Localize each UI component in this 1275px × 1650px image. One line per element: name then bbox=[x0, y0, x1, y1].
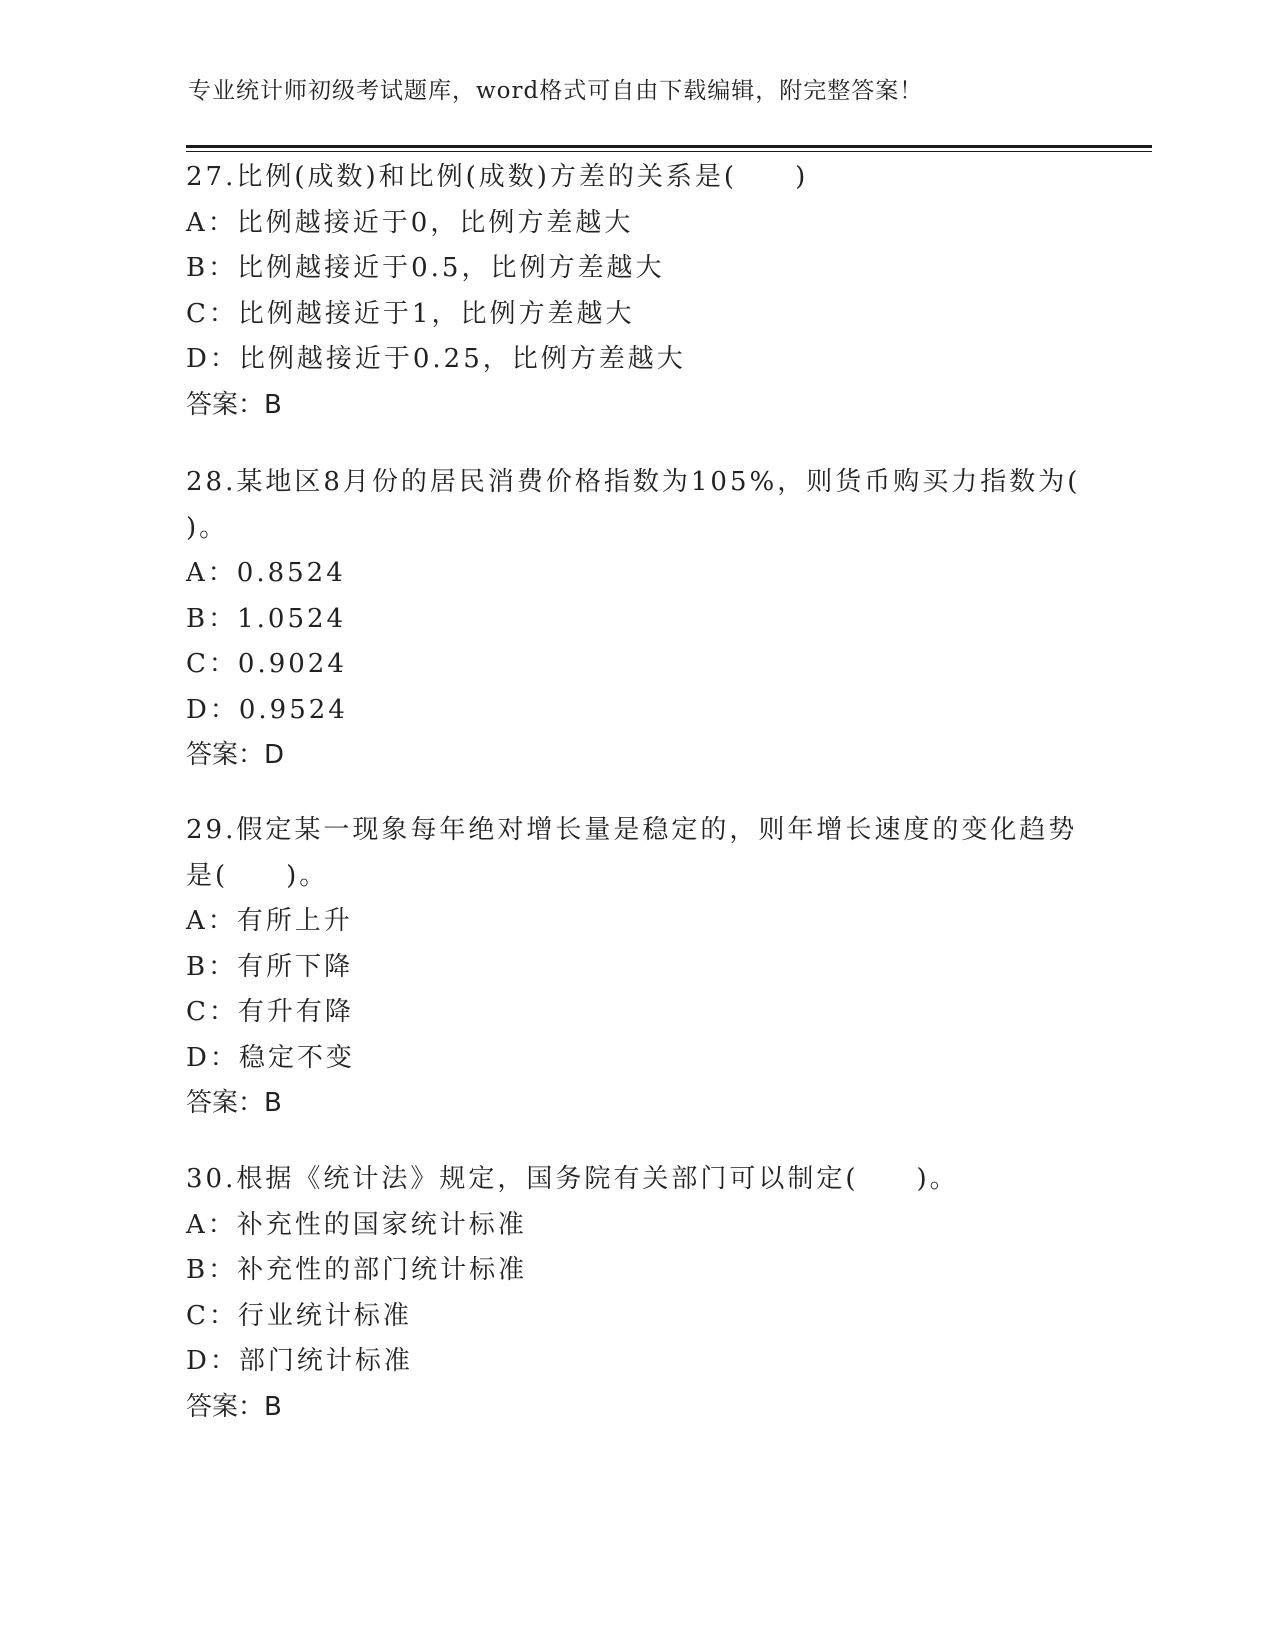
option-text: 比例越接近于1，比例方差越大 bbox=[237, 298, 635, 329]
question-stem-continued: )。 bbox=[186, 512, 229, 543]
option-a bbox=[186, 551, 1086, 597]
option-text: 0.8524 bbox=[236, 558, 346, 588]
question-stem: 29.假定某一现象每年绝对增长量是稳定的，则年增长速度的变化趋势 bbox=[186, 815, 1078, 845]
answer-label: 答案： bbox=[186, 389, 265, 420]
option-d bbox=[186, 688, 1086, 734]
option-text: 0.9024 bbox=[237, 649, 347, 679]
option-text: 有所上升 bbox=[236, 906, 353, 936]
option-text: 0.9524 bbox=[238, 694, 348, 725]
answer-line bbox=[186, 1385, 1086, 1431]
option-c bbox=[186, 990, 1086, 1036]
page-header: 专业统计师初级考试题库，word格式可自由下载编辑，附完整答案！ bbox=[188, 78, 924, 104]
option-c bbox=[186, 1294, 1086, 1340]
option-text: 比例越接近于0，比例方差越大 bbox=[236, 207, 634, 238]
option-key: C： bbox=[186, 298, 238, 329]
option-c bbox=[186, 642, 1086, 688]
option-text: 比例越接近于0.25，比例方差越大 bbox=[238, 344, 686, 374]
question-stem: 30.根据《统计法》规定，国务院有关部门可以制定( )。 bbox=[186, 1164, 959, 1194]
answer-value: D bbox=[264, 740, 285, 770]
answer-value: B bbox=[264, 1391, 282, 1422]
header-divider-thin bbox=[186, 151, 1152, 152]
answer-label: 答案： bbox=[186, 1088, 265, 1118]
question-27 bbox=[186, 155, 1086, 428]
option-text: 有所下降 bbox=[237, 951, 354, 982]
answer-label: 答案： bbox=[186, 1391, 265, 1422]
option-d bbox=[186, 337, 1086, 383]
answer-line bbox=[186, 383, 1086, 429]
option-d bbox=[186, 1339, 1086, 1385]
option-text: 补充性的国家统计标准 bbox=[236, 1209, 527, 1240]
answer-line bbox=[186, 733, 1086, 779]
option-a bbox=[186, 1203, 1086, 1249]
option-key: A： bbox=[186, 906, 237, 936]
option-text: 比例越接近于0.5，比例方差越大 bbox=[237, 253, 665, 283]
option-key: A： bbox=[186, 558, 237, 588]
option-key: B： bbox=[186, 603, 238, 634]
option-key: B： bbox=[186, 253, 238, 283]
option-key: A： bbox=[186, 207, 237, 238]
header-divider-thick bbox=[186, 145, 1152, 148]
answer-label: 答案： bbox=[186, 740, 265, 770]
option-text: 有升有降 bbox=[237, 997, 354, 1027]
option-text: 部门统计标准 bbox=[238, 1346, 413, 1376]
option-text: 1.0524 bbox=[237, 603, 347, 634]
option-key: C： bbox=[186, 1300, 238, 1331]
option-b bbox=[186, 246, 1086, 292]
option-d bbox=[186, 1036, 1086, 1082]
question-30 bbox=[186, 1157, 1086, 1430]
answer-value: B bbox=[264, 389, 282, 420]
question-29 bbox=[186, 808, 1086, 1127]
option-a bbox=[186, 899, 1086, 945]
question-28 bbox=[186, 460, 1086, 779]
option-key: D： bbox=[186, 1042, 239, 1073]
option-b bbox=[186, 597, 1086, 643]
question-stem: 27.比例(成数)和比例(成数)方差的关系是( ) bbox=[186, 162, 809, 192]
option-key: D： bbox=[186, 1346, 239, 1376]
option-key: D： bbox=[186, 694, 239, 725]
option-key: B： bbox=[186, 951, 238, 982]
option-key: D： bbox=[186, 344, 239, 374]
option-key: A： bbox=[186, 1209, 237, 1240]
question-stem: 28.某地区8月份的居民消费价格指数为105%，则货币购买力指数为( bbox=[186, 467, 1081, 497]
answer-line bbox=[186, 1081, 1086, 1127]
option-b bbox=[186, 1248, 1086, 1294]
question-stem-continued: 是( )。 bbox=[186, 860, 329, 891]
option-a bbox=[186, 201, 1086, 247]
option-c bbox=[186, 292, 1086, 338]
option-b bbox=[186, 945, 1086, 991]
option-text: 稳定不变 bbox=[238, 1042, 355, 1073]
answer-value: B bbox=[264, 1088, 282, 1118]
option-text: 补充性的部门统计标准 bbox=[237, 1255, 528, 1285]
option-key: C： bbox=[186, 997, 238, 1027]
option-key: B： bbox=[186, 1255, 238, 1285]
option-text: 行业统计标准 bbox=[237, 1300, 412, 1331]
option-key: C： bbox=[186, 649, 238, 679]
